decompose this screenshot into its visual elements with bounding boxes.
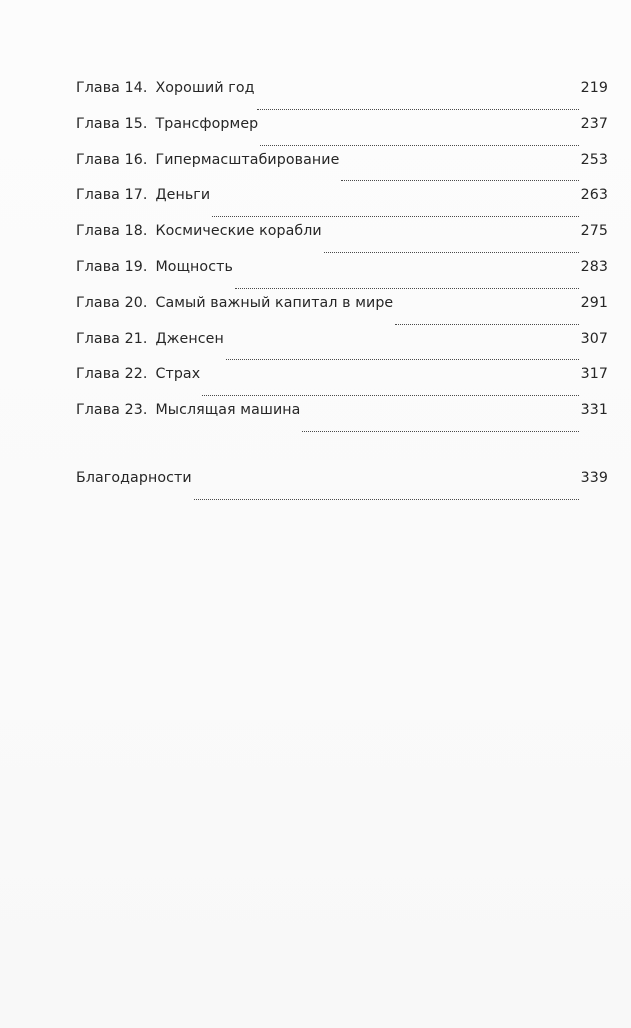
- toc-entry-chapter-20: [76, 295, 608, 331]
- toc-entry-chapter-15: [76, 116, 608, 152]
- chapter-number: Глава 18.: [76, 223, 148, 240]
- dot-leader: [194, 499, 579, 500]
- section-title: Благодарности: [76, 469, 192, 486]
- chapter-title: Самый важный капитал в мире: [155, 294, 394, 311]
- chapter-title: Трансформер: [155, 115, 259, 132]
- page-number: 307: [580, 330, 608, 347]
- toc-entry-chapter-17: [76, 187, 608, 223]
- dot-leader: [257, 109, 579, 110]
- toc-entry-acknowledgments: [76, 470, 608, 506]
- dot-leader: [226, 359, 579, 360]
- chapter-number: Глава 15.: [76, 115, 148, 132]
- toc-entry-chapter-23: [76, 402, 608, 438]
- page-number: 253: [580, 151, 608, 168]
- page-number: 283: [580, 258, 608, 275]
- chapter-title: Дженсен: [155, 330, 224, 347]
- chapter-title: Мощность: [155, 258, 233, 275]
- chapter-number: Глава 23.: [76, 402, 148, 419]
- section-gap: [76, 438, 608, 470]
- chapter-number: Глава 16.: [76, 151, 148, 168]
- dot-leader: [212, 216, 578, 217]
- toc-entry-chapter-22: [76, 366, 608, 402]
- toc-entry-chapter-16: [76, 152, 608, 188]
- page-number: 263: [580, 187, 608, 204]
- page-number: 237: [580, 115, 608, 132]
- chapter-number: Глава 20.: [76, 294, 148, 311]
- dot-leader: [324, 252, 579, 253]
- chapter-number: Глава 17.: [76, 187, 148, 204]
- dot-leader: [235, 288, 579, 289]
- dot-leader: [302, 431, 578, 432]
- page-number: 219: [580, 80, 608, 96]
- page-number: 291: [580, 294, 608, 311]
- toc-entry-chapter-19: [76, 259, 608, 295]
- chapter-number: Глава 21.: [76, 330, 148, 347]
- dot-leader: [395, 324, 578, 325]
- chapter-number: Глава 14.: [76, 80, 148, 96]
- page-number: 339: [580, 469, 608, 486]
- chapter-number: Глава 19.: [76, 258, 148, 275]
- table-of-contents: [76, 80, 608, 506]
- chapter-title: Гипермасштабирование: [155, 151, 340, 168]
- chapter-title: Страх: [155, 366, 201, 383]
- page-number: 331: [580, 402, 608, 419]
- toc-entry-chapter-18: [76, 223, 608, 259]
- dot-leader: [341, 180, 578, 181]
- chapter-title: Хороший год: [155, 80, 255, 96]
- dot-leader: [260, 145, 578, 146]
- page-number: 275: [580, 223, 608, 240]
- chapter-title: Космические корабли: [155, 223, 322, 240]
- page-number: 317: [580, 366, 608, 383]
- chapter-title: Деньги: [155, 187, 211, 204]
- chapter-number: Глава 22.: [76, 366, 148, 383]
- chapter-title: Мыслящая машина: [155, 402, 301, 419]
- toc-entry-chapter-21: [76, 331, 608, 367]
- dot-leader: [202, 395, 578, 396]
- toc-entry-chapter-14: [76, 80, 608, 116]
